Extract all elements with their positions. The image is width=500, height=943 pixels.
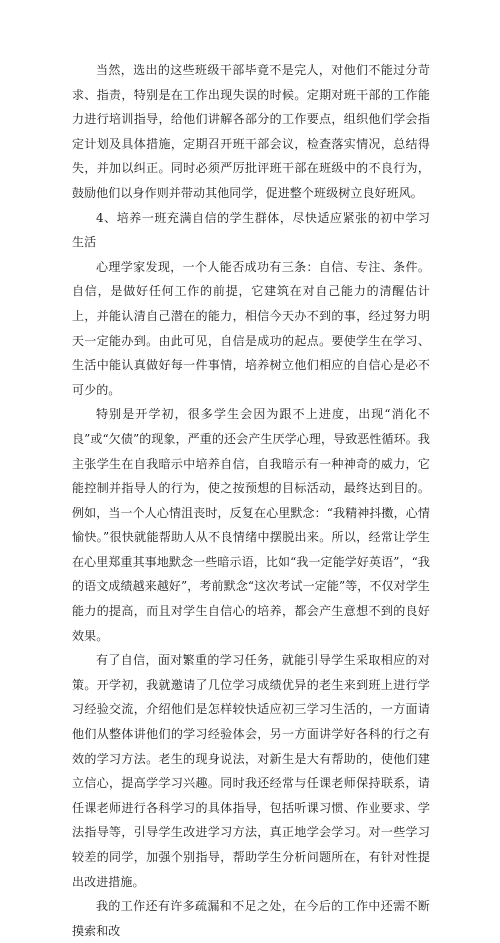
paragraph-psychology: 心理学家发现，一个人能否成功有三条：自信、专注、条件。自信，是做好任何工作的前提，它建筑在对自己能力的清醒估计上，并能认清自己潜在的能力，相信今天办不到的事，经过努力明天一定能办到。由此可见，自信是成功的起点。要使学生在学习、生活中能认真做好每一件事情，培养树立他们相应的自信心是必不可少的。 xyxy=(72,259,430,397)
section-heading-confidence: 4、培养一班充满自信的学生群体，尽快适应紧张的初中学习生活 xyxy=(72,210,430,250)
paragraph-closing: 我的工作还有许多疏漏和不足之处，在今后的工作中还需不断摸索和改 xyxy=(72,899,430,938)
paragraph-class-leaders: 当然，选出的这些班级干部毕竟不是完人，对他们不能过分苛求、指责，特别是在工作出现失误的时候。定期对班干部的工作能力进行培训指导，给他们讲解各部分的工作要点，组织他们学会指定计划及具体措施，定期召开班干部会议，检查落实情况，总结得失，并加以纠正。同时必须严厉批评班干部在班级中的不良行为，鼓励他们以身作则并带动其他同学，促进整个班级树立良好班风。 xyxy=(72,63,430,200)
paragraph-self-suggestion: 特别是开学初，很多学生会因为跟不上进度，出现“消化不良”或“欠债”的现象，严重的还会产生厌学心理，导致恶性循环。我主张学生在自我暗示中培养自信，自我暗示有一种神奇的威力，它能控制并指导人的行为，使之按预想的目标活动，最终达到目的。例如，当一个人心情沮丧时，反复在心里默念：“我精神抖擞，心情愉快。”很快就能帮助人从不良情绪中摆脱出来。所以，经常让学生在心里郑重其事地默念一些暗示语，比如“我一定能学好英语”，“我的语文成绩越来越好”，考前默念“这次考试一定能”等，不仅对学生能力的提高，而且对学生自信心的培养，都会产生意想不到的良好效果。 xyxy=(72,407,430,643)
paragraph-study-methods: 有了自信，面对繁重的学习任务，就能引导学生采取相应的对策。开学初，我就邀请了几位学习成绩优异的老生来到班上进行学习经验交流，介绍他们是怎样较快适应初三学习生活的，一方面请他们从整体讲他们的学习经验体会，另一方面讲学好各科的行之有效的学习方法。老生的现身说法，对新生是大有帮助的，使他们建立信心，提高学学习兴趣。同时我还经常与任课老师保持联系，请任课老师进行各科学习的具体指导，包括听课习惯、作业要求、学法指导等，引导学生改进学习方法，真正地学会学习。对一些学习较差的同学，加强个别指导，帮助学生分析问题所在，有针对性提出改进措施。 xyxy=(72,653,430,889)
